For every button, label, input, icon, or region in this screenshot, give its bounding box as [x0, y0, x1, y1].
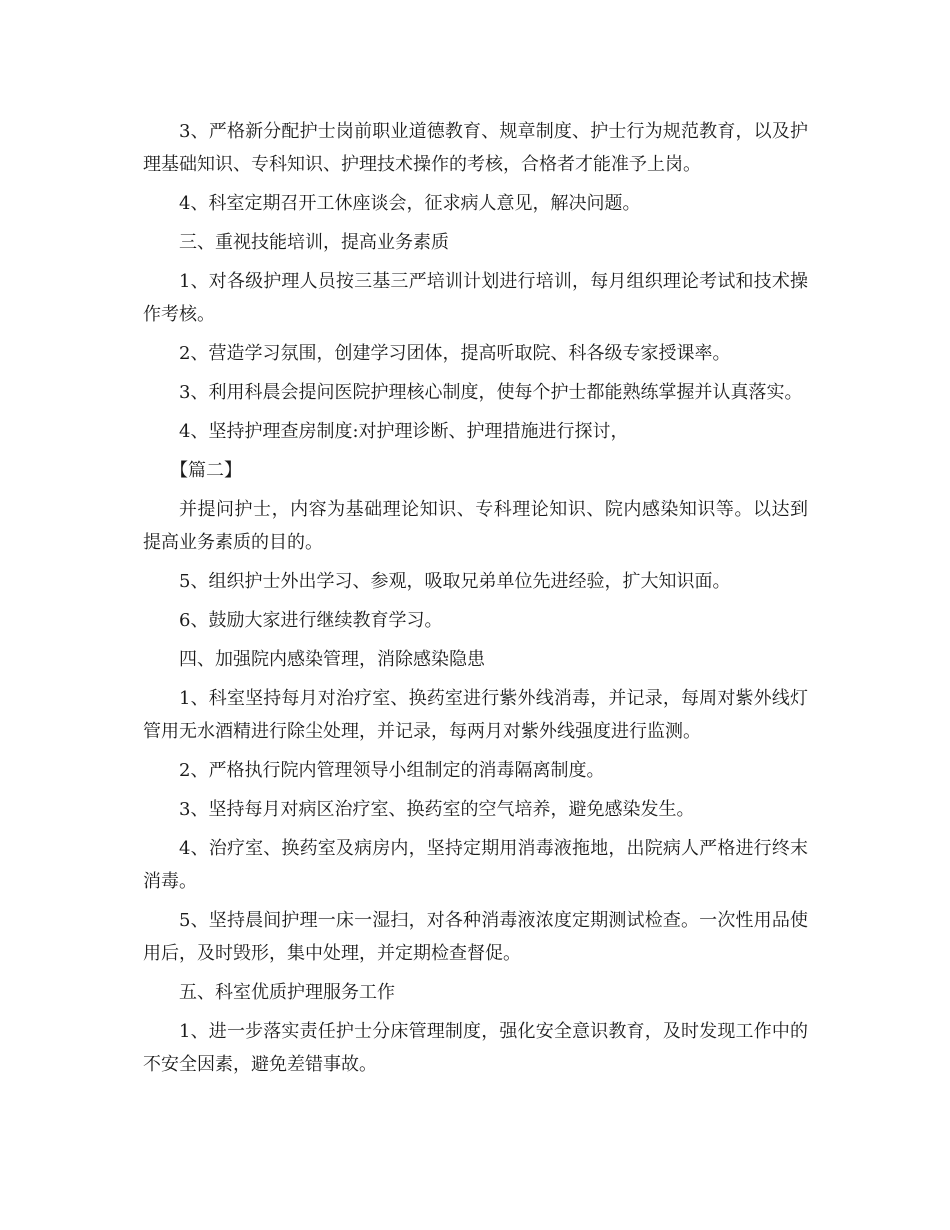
paragraph-item-1-uv-disinfection: 1、科室坚持每月对治疗室、换药室进行紫外线消毒，并记录，每周对紫外线灯管用无水酒精进行除尘处理，并记录，每两月对紫外线强度进行监测。: [143, 688, 808, 742]
paragraph-item-4-meeting: 4、科室定期召开工休座谈会，征求病人意见，解决问题。: [179, 193, 641, 214]
section-heading-skills-training: 三、重视技能培训，提高业务素质: [179, 232, 449, 253]
paragraph-item-5-outside-study: 5、组织护士外出学习、参观，吸取兄弟单位先进经验，扩大知识面。: [179, 571, 731, 592]
paragraph-item-3-air-culture: 3、坚持每月对病区治疗室、换药室的空气培养，避免感染发生。: [179, 799, 695, 820]
document-body: [143, 115, 808, 1087]
paragraph-item-4-mopping: 4、治疗室、换药室及病房内，坚持定期用消毒液拖地，出院病人严格进行终末消毒。: [143, 838, 808, 892]
paragraph-continuation: 并提问护士，内容为基础理论知识、专科理论知识、院内感染知识等。以达到提高业务素质的目的。: [143, 499, 808, 553]
paragraph-item-2-isolation: 2、严格执行院内管理领导小组制定的消毒隔离制度。: [179, 760, 605, 781]
section-heading-quality-care: 五、科室优质护理服务工作: [179, 982, 395, 1003]
chapter-tag: 【篇二】: [170, 460, 242, 481]
paragraph-item-3-morning-meeting: 3、利用科晨会提问医院护理核心制度，使每个护士都能熟练掌握并认真落实。: [179, 382, 803, 403]
paragraph-item-1-sanji-training: 1、对各级护理人员按三基三严培训计划进行培训，每月组织理论考试和技术操作考核。: [143, 271, 808, 325]
paragraph-item-6-continuing-education: 6、鼓励大家进行继续教育学习。: [179, 610, 443, 631]
paragraph-item-5-morning-care: 5、坚持晨间护理一床一湿扫，对各种消毒液浓度定期测试检查。一次性用品使用后，及时毁形，集中处理，并定期检查督促。: [143, 910, 808, 964]
paragraph-item-2-learning: 2、营造学习氛围，创建学习团体，提高听取院、科各级专家授课率。: [179, 343, 731, 364]
paragraph-item-1-responsibility: 1、进一步落实责任护士分床管理制度，强化安全意识教育，及时发现工作中的不安全因素，避免差错事故。: [143, 1021, 808, 1075]
section-heading-infection-control: 四、加强院内感染管理，消除感染隐患: [179, 649, 485, 670]
paragraph-item-4-ward-rounds: 4、坚持护理查房制度:对护理诊断、护理措施进行探讨，: [179, 421, 629, 442]
paragraph-item-3-training: 3、严格新分配护士岗前职业道德教育、规章制度、护士行为规范教育，以及护理基础知识、专科知识、护理技术操作的考核，合格者才能准予上岗。: [143, 121, 808, 175]
